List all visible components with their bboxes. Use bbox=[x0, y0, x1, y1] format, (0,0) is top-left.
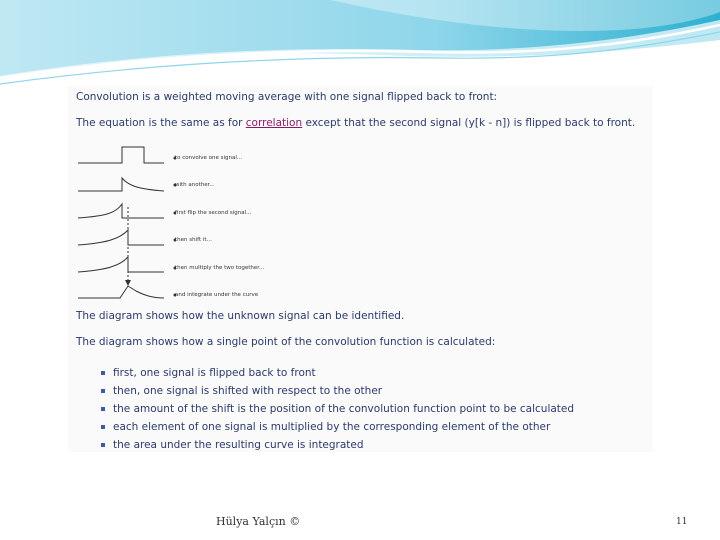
bullet-item bbox=[98, 382, 574, 400]
diagram-signal-pulse bbox=[78, 147, 164, 163]
diagram-step-2: with another... bbox=[175, 182, 215, 188]
bullet-item bbox=[98, 400, 574, 418]
bullet-text: first, one signal is flipped back to front bbox=[113, 367, 316, 379]
diagram-arrow-head bbox=[125, 280, 131, 286]
subheading: The diagram shows how a single point of the convolution function is calculated: bbox=[76, 336, 496, 348]
diagram-step-3: first flip the second signal... bbox=[175, 210, 252, 216]
bullet-icon bbox=[101, 371, 105, 375]
diagram-signal-flipped bbox=[78, 204, 164, 218]
bullet-item bbox=[98, 364, 574, 382]
equation-text bbox=[76, 117, 635, 129]
correlation-link[interactable]: correlation bbox=[245, 117, 303, 129]
bullet-icon bbox=[101, 425, 105, 429]
diagram-caption: The diagram shows how the unknown signal can be identified. bbox=[76, 310, 405, 322]
intro-text: Convolution is a weighted moving average with one signal flipped back to front: bbox=[76, 91, 498, 103]
diagram-signal-shifted bbox=[78, 230, 164, 245]
footer-author: Hülya Yalçın © bbox=[216, 515, 301, 528]
diagram-step-5: then multiply the two together... bbox=[175, 265, 265, 271]
diagram-signal-product bbox=[78, 257, 164, 272]
diagram-signal-integrated bbox=[78, 286, 164, 298]
bullet-icon bbox=[101, 443, 105, 447]
diagram-step-4: then shift it... bbox=[175, 237, 212, 243]
bullet-item bbox=[98, 418, 574, 436]
page-number: 11 bbox=[676, 517, 688, 527]
bullet-text: the amount of the shift is the position of the convolution function point to be calculated bbox=[113, 403, 575, 415]
equation-prefix: The equation is the same as for bbox=[76, 117, 246, 129]
bullet-text: each element of one signal is multiplied by the corresponding element of the other bbox=[113, 421, 551, 433]
equation-suffix: except that the second signal (y[k - n]) is flipped back to front. bbox=[302, 117, 636, 129]
bullet-icon bbox=[101, 389, 105, 393]
diagram-signal-decay bbox=[78, 178, 164, 191]
bullet-list bbox=[98, 364, 574, 454]
header-banner bbox=[0, 0, 720, 90]
bullet-icon bbox=[101, 407, 105, 411]
convolution-diagram bbox=[76, 143, 176, 305]
bullet-item bbox=[98, 436, 574, 454]
bullet-text: then, one signal is shifted with respect to the other bbox=[113, 385, 383, 397]
diagram-step-1: to convolve one signal... bbox=[175, 155, 243, 161]
diagram-step-6: and integrate under the curve bbox=[175, 292, 259, 298]
bullet-text: the area under the resulting curve is integrated bbox=[113, 439, 364, 451]
